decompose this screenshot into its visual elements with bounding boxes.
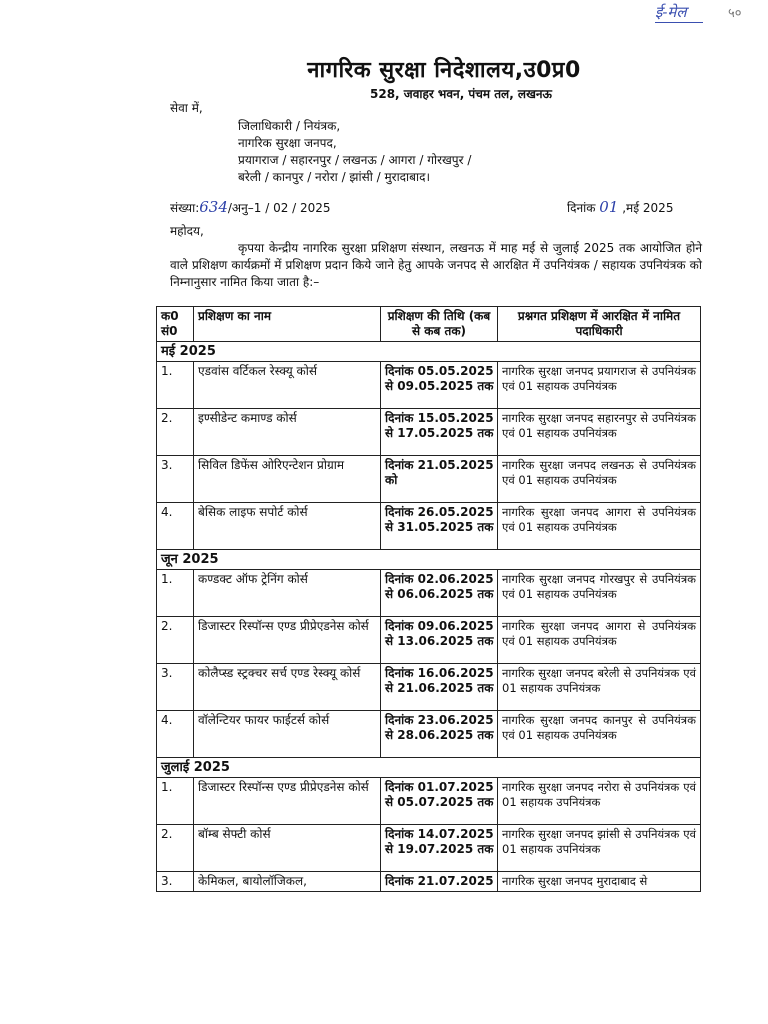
date-prefix: दिनांक: [567, 201, 596, 215]
row-date: दिनांक 21.05.2025 को: [381, 456, 498, 503]
recipient-line: बरेली / कानपुर / नरोरा / झांसी / मुरादाबाद।: [238, 170, 431, 184]
reference-suffix: /अनु–1 / 02 / 2025: [227, 201, 331, 215]
handwritten-email-note: ई-मेल: [655, 2, 687, 22]
table-row: [157, 617, 701, 664]
row-officer: नागरिक सुरक्षा जनपद कानपुर से उपनियंत्रक एवं 01 सहायक उपनियंत्रक: [498, 711, 701, 758]
header-training-name: प्रशिक्षण का नाम: [194, 307, 381, 342]
row-training-name: वॉलेन्टियर फायर फाईटर्स कोर्स: [194, 711, 381, 758]
row-date: दिनांक 16.06.2025 से 21.06.2025 तक: [381, 664, 498, 711]
table-row: [157, 456, 701, 503]
row-date: दिनांक 23.06.2025 से 28.06.2025 तक: [381, 711, 498, 758]
table-row: [157, 503, 701, 550]
row-training-name: डिजास्टर रिस्पॉन्स एण्ड प्रीप्रेएडनेस कोर्स: [194, 778, 381, 825]
table-row: [157, 409, 701, 456]
recipient-line: प्रयागराज / सहारनपुर / लखनऊ / आगरा / गोरखपुर /: [238, 153, 472, 167]
row-training-name: डिजास्टर रिस्पॉन्स एण्ड प्रीप्रेएडनेस कोर्स: [194, 617, 381, 664]
row-officer: नागरिक सुरक्षा जनपद आगरा से उपनियंत्रक एवं 01 सहायक उपनियंत्रक: [498, 617, 701, 664]
date-suffix: ,मई 2025: [622, 201, 674, 215]
month-heading: मई 2025: [157, 342, 701, 362]
row-date: दिनांक 05.05.2025 से 09.05.2025 तक: [381, 362, 498, 409]
row-officer: नागरिक सुरक्षा जनपद लखनऊ से उपनियंत्रक एवं 01 सहायक उपनियंत्रक: [498, 456, 701, 503]
row-training-name: बॉम्ब सेफ्टी कोर्स: [194, 825, 381, 872]
row-training-name: सिविल डिफेंस ओरिएन्टेशन प्रोग्राम: [194, 456, 381, 503]
row-officer: नागरिक सुरक्षा जनपद बरेली से उपनियंत्रक एवं 01 सहायक उपनियंत्रक: [498, 664, 701, 711]
table-row: [157, 711, 701, 758]
month-heading: जून 2025: [157, 550, 701, 570]
recipient-to: सेवा में,: [170, 101, 203, 115]
body-text: कृपया केन्द्रीय नागरिक सुरक्षा प्रशिक्षण संस्थान, लखनऊ में माह मई से जुलाई 2025 तक आयोजित होने वाले प्रशिक्षण कार्यक्रमों में प्रशिक्षण प्रदान किये जाने हेतु आपके जनपद से आरक्षित में उपनियंत्रक / सहायक उपनियंत्रक को निम्नानुसार नामित किया जाता है:–: [170, 241, 702, 289]
row-serial: 2.: [157, 409, 194, 456]
row-date: दिनांक 21.07.2025: [381, 872, 498, 892]
row-serial: 2.: [157, 825, 194, 872]
row-training-name: इण्सीडेन्ट कमाण्ड कोर्स: [194, 409, 381, 456]
row-officer: नागरिक सुरक्षा जनपद गोरखपुर से उपनियंत्रक एवं 01 सहायक उपनियंत्रक: [498, 570, 701, 617]
training-schedule-table: [156, 306, 701, 892]
row-serial: 1.: [157, 362, 194, 409]
row-date: दिनांक 15.05.2025 से 17.05.2025 तक: [381, 409, 498, 456]
row-officer: नागरिक सुरक्षा जनपद मुरादाबाद से: [498, 872, 701, 892]
row-officer: नागरिक सुरक्षा जनपद नरोरा से उपनियंत्रक एवं 01 सहायक उपनियंत्रक: [498, 778, 701, 825]
row-serial: 1.: [157, 570, 194, 617]
row-date: दिनांक 02.06.2025 से 06.06.2025 तक: [381, 570, 498, 617]
row-training-name: केमिकल, बायोलॉजिकल,: [194, 872, 381, 892]
body-paragraph: [170, 240, 702, 291]
office-address: 528, जवाहर भवन, पंचम तल, लखनऊ: [370, 87, 552, 101]
table-row: [157, 362, 701, 409]
row-training-name: बेसिक लाइफ सपोर्ट कोर्स: [194, 503, 381, 550]
salutation: महोदय,: [170, 224, 204, 238]
handwritten-page-number: ५०: [728, 6, 742, 21]
row-serial: 4.: [157, 503, 194, 550]
recipient-line: जिलाधिकारी / नियंत्रक,: [238, 119, 341, 133]
table-row: [157, 825, 701, 872]
table-row: [157, 778, 701, 825]
row-training-name: एडवांस वर्टिकल रेस्क्यू कोर्स: [194, 362, 381, 409]
header-nominated-officer: प्रश्नगत प्रशिक्षण में आरक्षित में नामित पदाधिकारी: [498, 307, 701, 342]
row-officer: नागरिक सुरक्षा जनपद प्रयागराज से उपनियंत्रक एवं 01 सहायक उपनियंत्रक: [498, 362, 701, 409]
recipient-line: नागरिक सुरक्षा जनपद,: [238, 136, 337, 150]
row-training-name: कोलैप्स्ड स्ट्रक्चर सर्च एण्ड रेस्क्यू कोर्स: [194, 664, 381, 711]
row-serial: 4.: [157, 711, 194, 758]
row-date: दिनांक 26.05.2025 से 31.05.2025 तक: [381, 503, 498, 550]
handwritten-date-day: 01: [599, 198, 619, 216]
row-training-name: कण्डक्ट ऑफ ट्रेनिंग कोर्स: [194, 570, 381, 617]
page-title: नागरिक सुरक्षा निदेशालय,उ0प्र0: [307, 58, 581, 83]
header-training-date: प्रशिक्षण की तिथि (कब से कब तक): [381, 307, 498, 342]
reference-number: [170, 198, 331, 216]
row-officer: नागरिक सुरक्षा जनपद आगरा से उपनियंत्रक एवं 01 सहायक उपनियंत्रक: [498, 503, 701, 550]
row-serial: 3.: [157, 664, 194, 711]
table-row: [157, 664, 701, 711]
table-row: [157, 872, 701, 892]
row-serial: 1.: [157, 778, 194, 825]
handwritten-ref-number: 634: [199, 198, 228, 216]
recipient-block: [238, 118, 471, 186]
row-serial: 3.: [157, 456, 194, 503]
header-serial: क0 सं0: [157, 307, 194, 342]
row-date: दिनांक 14.07.2025 से 19.07.2025 तक: [381, 825, 498, 872]
month-heading: जुलाई 2025: [157, 758, 701, 778]
reference-prefix: संख्या:: [170, 201, 200, 215]
row-date: दिनांक 01.07.2025 से 05.07.2025 तक: [381, 778, 498, 825]
row-officer: नागरिक सुरक्षा जनपद सहारनपुर से उपनियंत्रक एवं 01 सहायक उपनियंत्रक: [498, 409, 701, 456]
row-serial: 2.: [157, 617, 194, 664]
row-serial: 3.: [157, 872, 194, 892]
row-officer: नागरिक सुरक्षा जनपद झांसी से उपनियंत्रक एवं 01 सहायक उपनियंत्रक: [498, 825, 701, 872]
letter-date: [567, 198, 673, 216]
row-date: दिनांक 09.06.2025 से 13.06.2025 तक: [381, 617, 498, 664]
table-row: [157, 570, 701, 617]
